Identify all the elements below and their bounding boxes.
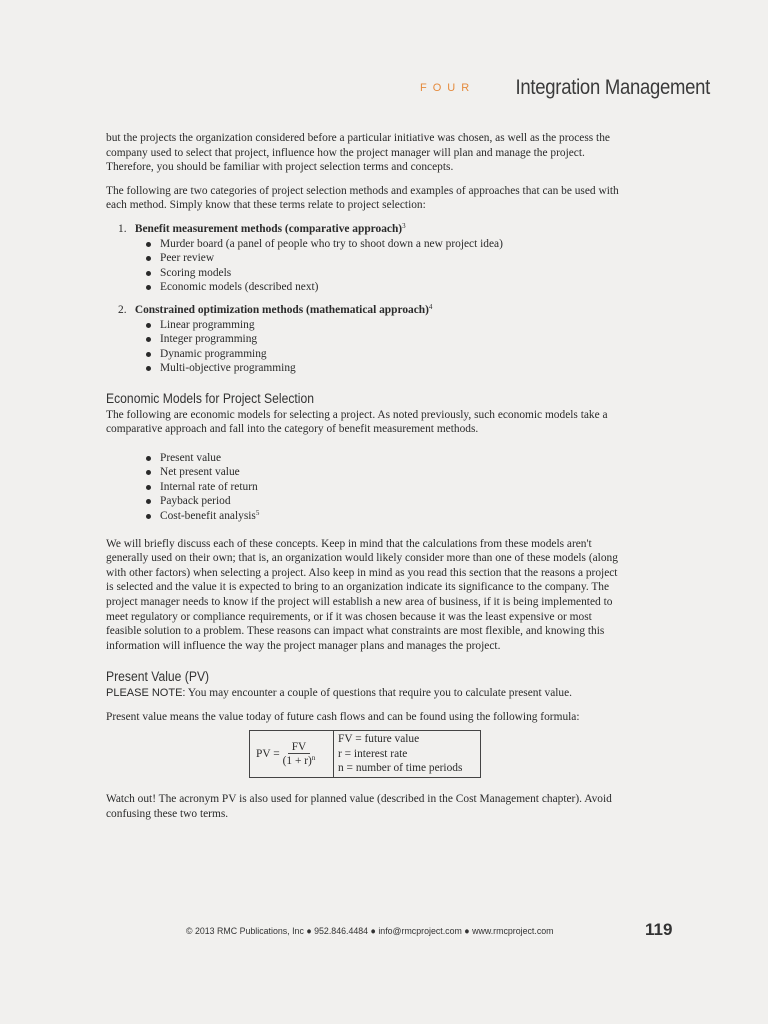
list-item: Murder board (a panel of people who try to shoot down a new project idea) (146, 237, 626, 252)
page-body (106, 131, 626, 830)
list-item: Internal rate of return (146, 480, 626, 495)
list-item-text: Cost-benefit analysis (160, 510, 256, 523)
list-item: Economic models (described next) (146, 280, 626, 295)
intro-paragraph: but the projects the organization considered before a particular initiative was chosen, as well as the process the company used to select that project, influence how the project manager will plan and manage the project. Therefore, you should be familiar with project selection terms and concepts. (106, 132, 610, 174)
chapter-title: Integration Management (515, 76, 711, 99)
economic-models-list (106, 451, 626, 524)
formula-denominator-wrap (283, 754, 316, 768)
page-number: 119 (645, 920, 673, 939)
formula-fraction (283, 741, 316, 768)
definition-paragraph: Present value means the value today of future cash flows and can be found using the following formula: (106, 710, 580, 723)
list-item: Net present value (146, 465, 626, 480)
list-item: Integer programming (146, 332, 626, 347)
categories-paragraph: The following are two categories of project selection methods and examples of approaches that can be used with each method. Simply know that these terms relate to project selection: (106, 184, 619, 212)
bullet-list (106, 318, 626, 376)
chapter-number: FOUR (420, 82, 476, 94)
list-number: 1. (118, 222, 127, 235)
list-item: Peer review (146, 251, 626, 266)
legend-line: n = number of time periods (338, 762, 463, 775)
list-item: Linear programming (146, 318, 626, 333)
legend-line: r = interest rate (338, 747, 408, 760)
footnote-ref: 4 (428, 302, 433, 311)
selection-methods-list (106, 222, 626, 376)
section-heading: Economic Models for Project Selection (106, 390, 314, 406)
list-item: Multi-objective programming (146, 361, 626, 376)
list-item: Present value (146, 451, 626, 466)
list-item: Payback period (146, 494, 626, 509)
note-text: You may encounter a couple of questions that require you to calculate present value. (185, 687, 573, 699)
discussion-paragraph: We will briefly discuss each of these concepts. Keep in mind that the calculations from these models aren't generally used on their own; that is, an organization would likely consider more than one of these models (along with other factors) when selecting a project. Also keep in mind as you read this section that the reasons a project is selected and the value it is expected to bring to an organization indicate its significance to the company. The project manager needs to know if the project will establish a new area of business, if it is being implemented to meet regulatory or compliance requirements, or if it was chosen because it was the least expensive or most feasible solution to a problem. These reasons can impact what constraints are most flexible, and knowing this information will influence the way the project manager plans and manages the project. (106, 537, 618, 652)
section-heading: Present Value (PV) (106, 669, 210, 685)
note-label: PLEASE NOTE: (106, 687, 186, 699)
formula-exponent: n (311, 753, 316, 762)
list-item (146, 509, 626, 524)
footer-copyright: © 2013 RMC Publications, Inc ● 952.846.4484 ● info@rmcproject.com ● www.rmcproject.com (186, 926, 554, 937)
economic-models-paragraph: The following are economic models for selecting a project. As noted previously, such economic models take a comparative approach and fall into the category of benefit measurement methods. (106, 408, 608, 436)
list-number: 2. (118, 303, 127, 316)
list-item: Dynamic programming (146, 347, 626, 362)
legend-line: FV = future value (338, 733, 420, 746)
list-item (106, 222, 626, 295)
footnote-ref: 5 (255, 509, 260, 518)
category-title: Benefit measurement methods (comparative approach) (134, 222, 403, 235)
note-paragraph (106, 686, 626, 701)
footnote-ref: 3 (402, 221, 406, 230)
category-title: Constrained optimization methods (mathematical approach) (134, 303, 429, 316)
pv-formula (250, 731, 334, 777)
pv-formula-box (249, 730, 481, 778)
list-item: Scoring models (146, 266, 626, 281)
formula-numerator: FV (288, 741, 311, 754)
formula-denominator: (1 + r) (282, 754, 312, 767)
bullet-list (106, 237, 626, 295)
chapter-header (420, 76, 710, 106)
formula-legend (334, 731, 462, 777)
formula-lhs: PV = (256, 747, 280, 760)
watch-out-paragraph: Watch out! The acronym PV is also used for planned value (described in the Cost Management chapter). Avoid confusing these two terms. (106, 793, 612, 820)
list-item (106, 303, 626, 376)
